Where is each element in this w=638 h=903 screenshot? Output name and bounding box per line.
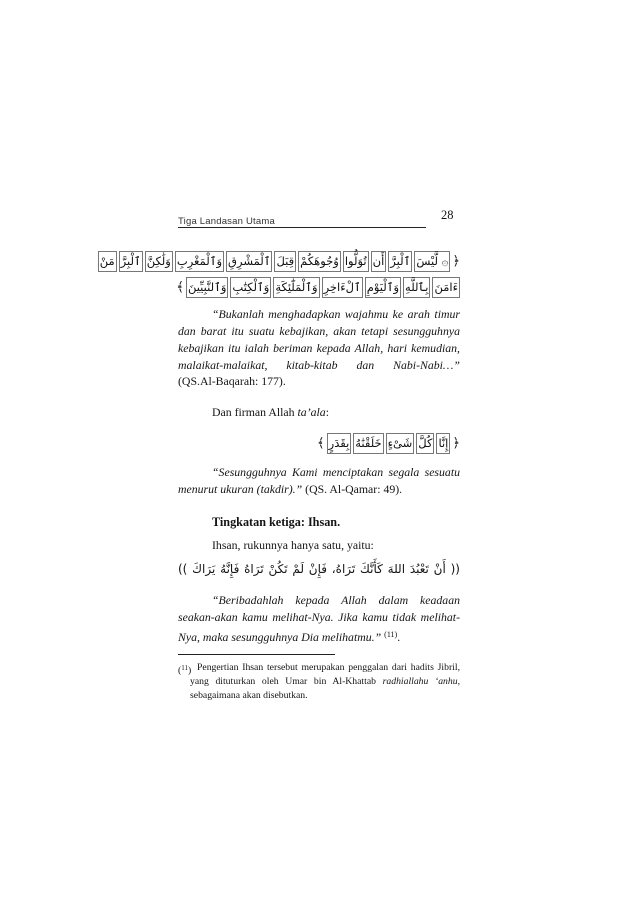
running-title: Tiga Landasan Utama bbox=[178, 216, 275, 227]
verse-word: أَن bbox=[371, 251, 387, 272]
verse-word: ٱلْبِرَّ bbox=[388, 251, 412, 272]
translation-qamar-line-2 bbox=[178, 481, 460, 498]
footnote-rule bbox=[178, 654, 335, 655]
verse-word: ٱلْبِرَّ bbox=[119, 251, 143, 272]
verse-word: خَلَقْنَٰهُ bbox=[353, 433, 383, 454]
reference-baqarah: (QS.Al-Baqarah: 177). bbox=[178, 374, 286, 388]
translation-hadith-text: Nya, maka sesungguhnya Dia melihatmu.” bbox=[178, 630, 382, 644]
footnote-honorific: radhiallahu ‘anhu bbox=[382, 676, 458, 687]
footnote-reference[interactable]: (11) bbox=[384, 630, 398, 639]
sentence-end: . bbox=[397, 630, 401, 644]
verse-word: وَٱلنَّبِيِّينَ bbox=[186, 277, 228, 298]
footnote-marker-open: ( bbox=[178, 665, 182, 676]
translation-baqarah-line-3: kebajikan itu ialah beriman kepada Allah, hari kemudian, bbox=[178, 341, 460, 355]
verse-bracket: ﴿ bbox=[452, 435, 460, 451]
firman-intro-prefix: Dan firman Allah bbox=[212, 405, 295, 419]
verse-word: كُلَّ bbox=[416, 433, 434, 454]
section-intro: Ihsan, rukunnya hanya satu, yaitu: bbox=[212, 538, 374, 552]
verse-word: وَٱلْمَغْرِبِ bbox=[175, 251, 224, 272]
verse-word: مَنْ bbox=[98, 251, 117, 272]
verse-word: وَلَٰكِنَّ bbox=[145, 251, 173, 272]
verse-word: إِنَّا bbox=[436, 433, 450, 454]
verse-word: ءَامَنَ bbox=[432, 277, 460, 298]
translation-qamar-line-1: “Sesungguhnya Kami menciptakan segala sesuatu bbox=[212, 465, 460, 479]
verse-baqarah-line-2 bbox=[174, 275, 460, 299]
verse-word: بِٱللَّهِ bbox=[403, 277, 430, 298]
verse-word: ٱلْمَشْرِقِ bbox=[226, 251, 272, 272]
section-heading: Tingkatan ketiga: Ihsan. bbox=[212, 515, 341, 529]
firman-intro-italic: ta’ala bbox=[297, 405, 326, 419]
reference-qamar: (QS. Al-Qamar: 49). bbox=[305, 482, 403, 496]
translation-baqarah-line-1: “Bukanlah menghadapkan wajahmu ke arah timur bbox=[212, 307, 460, 321]
verse-baqarah-line-1 bbox=[99, 249, 460, 273]
translation-baqarah-line-4: malaikat-malaikat, kitab-kitab dan Nabi-Nabi…” bbox=[178, 358, 460, 372]
page-number: 28 bbox=[441, 208, 454, 222]
verse-word: وَٱلْيَوْمِ bbox=[365, 277, 401, 298]
footnote-marker-close: ) bbox=[187, 665, 192, 676]
footnote-marker-number: 11 bbox=[181, 664, 188, 672]
verse-bracket: ﴾ bbox=[317, 435, 325, 451]
verse-word: ۞ لَّيْسَ bbox=[414, 251, 450, 272]
translation-hadith-line-2: seakan-akan kamu melihat-Nya. Jika kamu tidak melihat- bbox=[178, 610, 460, 624]
footnote-line-2 bbox=[190, 675, 460, 689]
verse-word: وُجُوهَكُمْ bbox=[298, 251, 341, 272]
verse-word: ٱلْءَاخِرِ bbox=[322, 277, 363, 298]
translation-hadith-line-1: “Beribadahlah kepada Allah dalam keadaan bbox=[212, 593, 460, 607]
verse-bracket: ﴾ bbox=[176, 279, 184, 295]
verse-word: وَٱلْمَلَٰٓئِكَةِ bbox=[273, 277, 319, 298]
verse-word: قِبَلَ bbox=[274, 251, 296, 272]
footnote-line-2-text: yang dituturkan oleh Umar bin Al-Khattab bbox=[190, 676, 376, 687]
firman-intro-suffix: : bbox=[325, 405, 329, 419]
verse-word: تُوَلُّوا bbox=[343, 251, 369, 272]
translation-qamar-text: menurut ukuran (takdir).” bbox=[178, 482, 303, 496]
translation-hadith-line-3 bbox=[178, 626, 460, 646]
verse-qamar bbox=[315, 431, 460, 455]
hadith-arabic: (( أَنْ تَعْبُدَ اللهَ كَأَنَّكَ تَرَاهُ، فَإِنْ لَمْ تَكُنْ تَرَاهُ فَإِنَّهُ يَرَاكَ )) bbox=[178, 562, 460, 576]
header-rule bbox=[178, 227, 426, 228]
footnote-line-1: Pengertian Ihsan tersebut merupakan penggalan dari hadits Jibril, bbox=[197, 662, 460, 673]
verse-word: بِقَدَرٍ bbox=[327, 433, 352, 454]
translation-baqarah-line-2: dan barat itu suatu kebajikan, akan tetapi sesungguhnya bbox=[178, 324, 460, 338]
verse-word: وَٱلْكِتَٰبِ bbox=[230, 277, 271, 298]
verse-bracket: ﴿ bbox=[452, 253, 460, 269]
firman-intro bbox=[212, 404, 460, 421]
footnote-line-2-comma: , bbox=[457, 676, 461, 687]
verse-word: شَىْءٍ bbox=[386, 433, 415, 454]
footnote-line-3: sebagaimana akan disebutkan. bbox=[190, 690, 308, 701]
